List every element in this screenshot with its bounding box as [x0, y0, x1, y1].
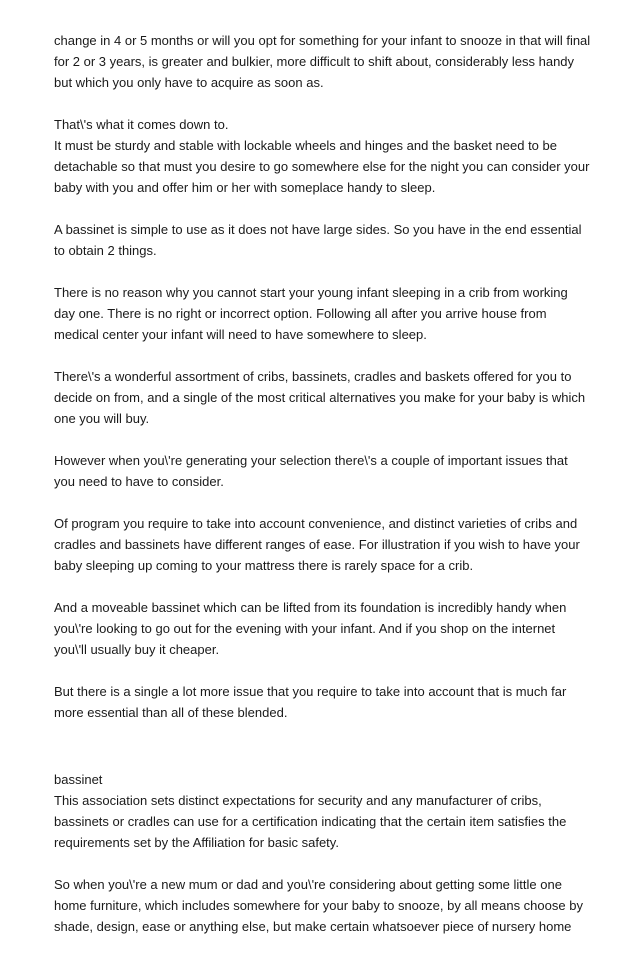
- paragraph-3: [54, 219, 594, 261]
- text-line: requirements set by the Affiliation for basic safety.: [54, 835, 339, 850]
- text-line: There\'s a wonderful assortment of cribs, bassinets, cradles and baskets offered for you to: [54, 369, 572, 384]
- document-page: [54, 30, 594, 958]
- text-line: So when you\'re a new mum or dad and you\'re considering about getting some little one: [54, 877, 562, 892]
- text-line: home furniture, which includes somewhere for your baby to snooze, by all means choose by: [54, 898, 583, 913]
- text-line: This association sets distinct expectations for security and any manufacturer of cribs,: [54, 793, 542, 808]
- paragraph-8: [54, 597, 594, 660]
- text-line: you need to have to consider.: [54, 474, 224, 489]
- text-line: you\'re looking to go out for the evening with your infant. And if you shop on the internet: [54, 621, 556, 636]
- paragraph-9: [54, 681, 594, 723]
- text-line: more essential than all of these blended.: [54, 705, 288, 720]
- text-line: That\'s what it comes down to.: [54, 117, 229, 132]
- paragraph-11: [54, 874, 594, 937]
- paragraph-1: [54, 30, 594, 93]
- paragraph-6: [54, 450, 594, 492]
- text-line: for 2 or 3 years, is greater and bulkier, more difficult to shift about, considerably less handy: [54, 54, 575, 69]
- text-line: to obtain 2 things.: [54, 243, 157, 258]
- text-line: one you will buy.: [54, 411, 150, 426]
- text-line: bassinet: [54, 772, 103, 787]
- text-line: baby sleeping up coming to your mattress there is rarely space for a crib.: [54, 558, 474, 573]
- text-line: decide on from, and a single of the most critical alternatives you make for your baby is which: [54, 390, 586, 405]
- text-line: cradles and bassinets have different ranges of ease. For illustration if you wish to have your: [54, 537, 580, 552]
- paragraph-7: [54, 513, 594, 576]
- text-line: However when you\'re generating your selection there\'s a couple of important issues that: [54, 453, 568, 468]
- text-line: There is no reason why you cannot start your young infant sleeping in a crib from working: [54, 285, 568, 300]
- text-line: detachable so that must you desire to go somewhere else for the night you can consider your: [54, 159, 590, 174]
- text-line: baby with you and offer him or her with someplace handy to sleep.: [54, 180, 436, 195]
- text-line: day one. There is no right or incorrect option. Following all after you arrive house from: [54, 306, 547, 321]
- text-line: But there is a single a lot more issue that you require to take into account that is much far: [54, 684, 567, 699]
- text-line: And a moveable bassinet which can be lifted from its foundation is incredibly handy when: [54, 600, 567, 615]
- text-line: change in 4 or 5 months or will you opt for something for your infant to snooze in that will final: [54, 33, 591, 48]
- text-line: bassinets or cradles can use for a certification indicating that the certain item satisfies the: [54, 814, 567, 829]
- paragraph-4: [54, 282, 594, 345]
- paragraph-2: [54, 114, 594, 198]
- paragraph-10: [54, 769, 594, 853]
- text-line: shade, design, ease or anything else, but make certain whatsoever piece of nursery home: [54, 919, 572, 934]
- text-line: A bassinet is simple to use as it does not have large sides. So you have in the end essential: [54, 222, 582, 237]
- paragraph-5: [54, 366, 594, 429]
- text-line: It must be sturdy and stable with lockable wheels and hinges and the basket need to be: [54, 138, 557, 153]
- text-line: you\'ll usually buy it cheaper.: [54, 642, 220, 657]
- text-line: Of program you require to take into account convenience, and distinct varieties of cribs and: [54, 516, 578, 531]
- text-line: but which you only have to acquire as soon as.: [54, 75, 324, 90]
- text-line: medical center your infant will need to have somewhere to sleep.: [54, 327, 427, 342]
